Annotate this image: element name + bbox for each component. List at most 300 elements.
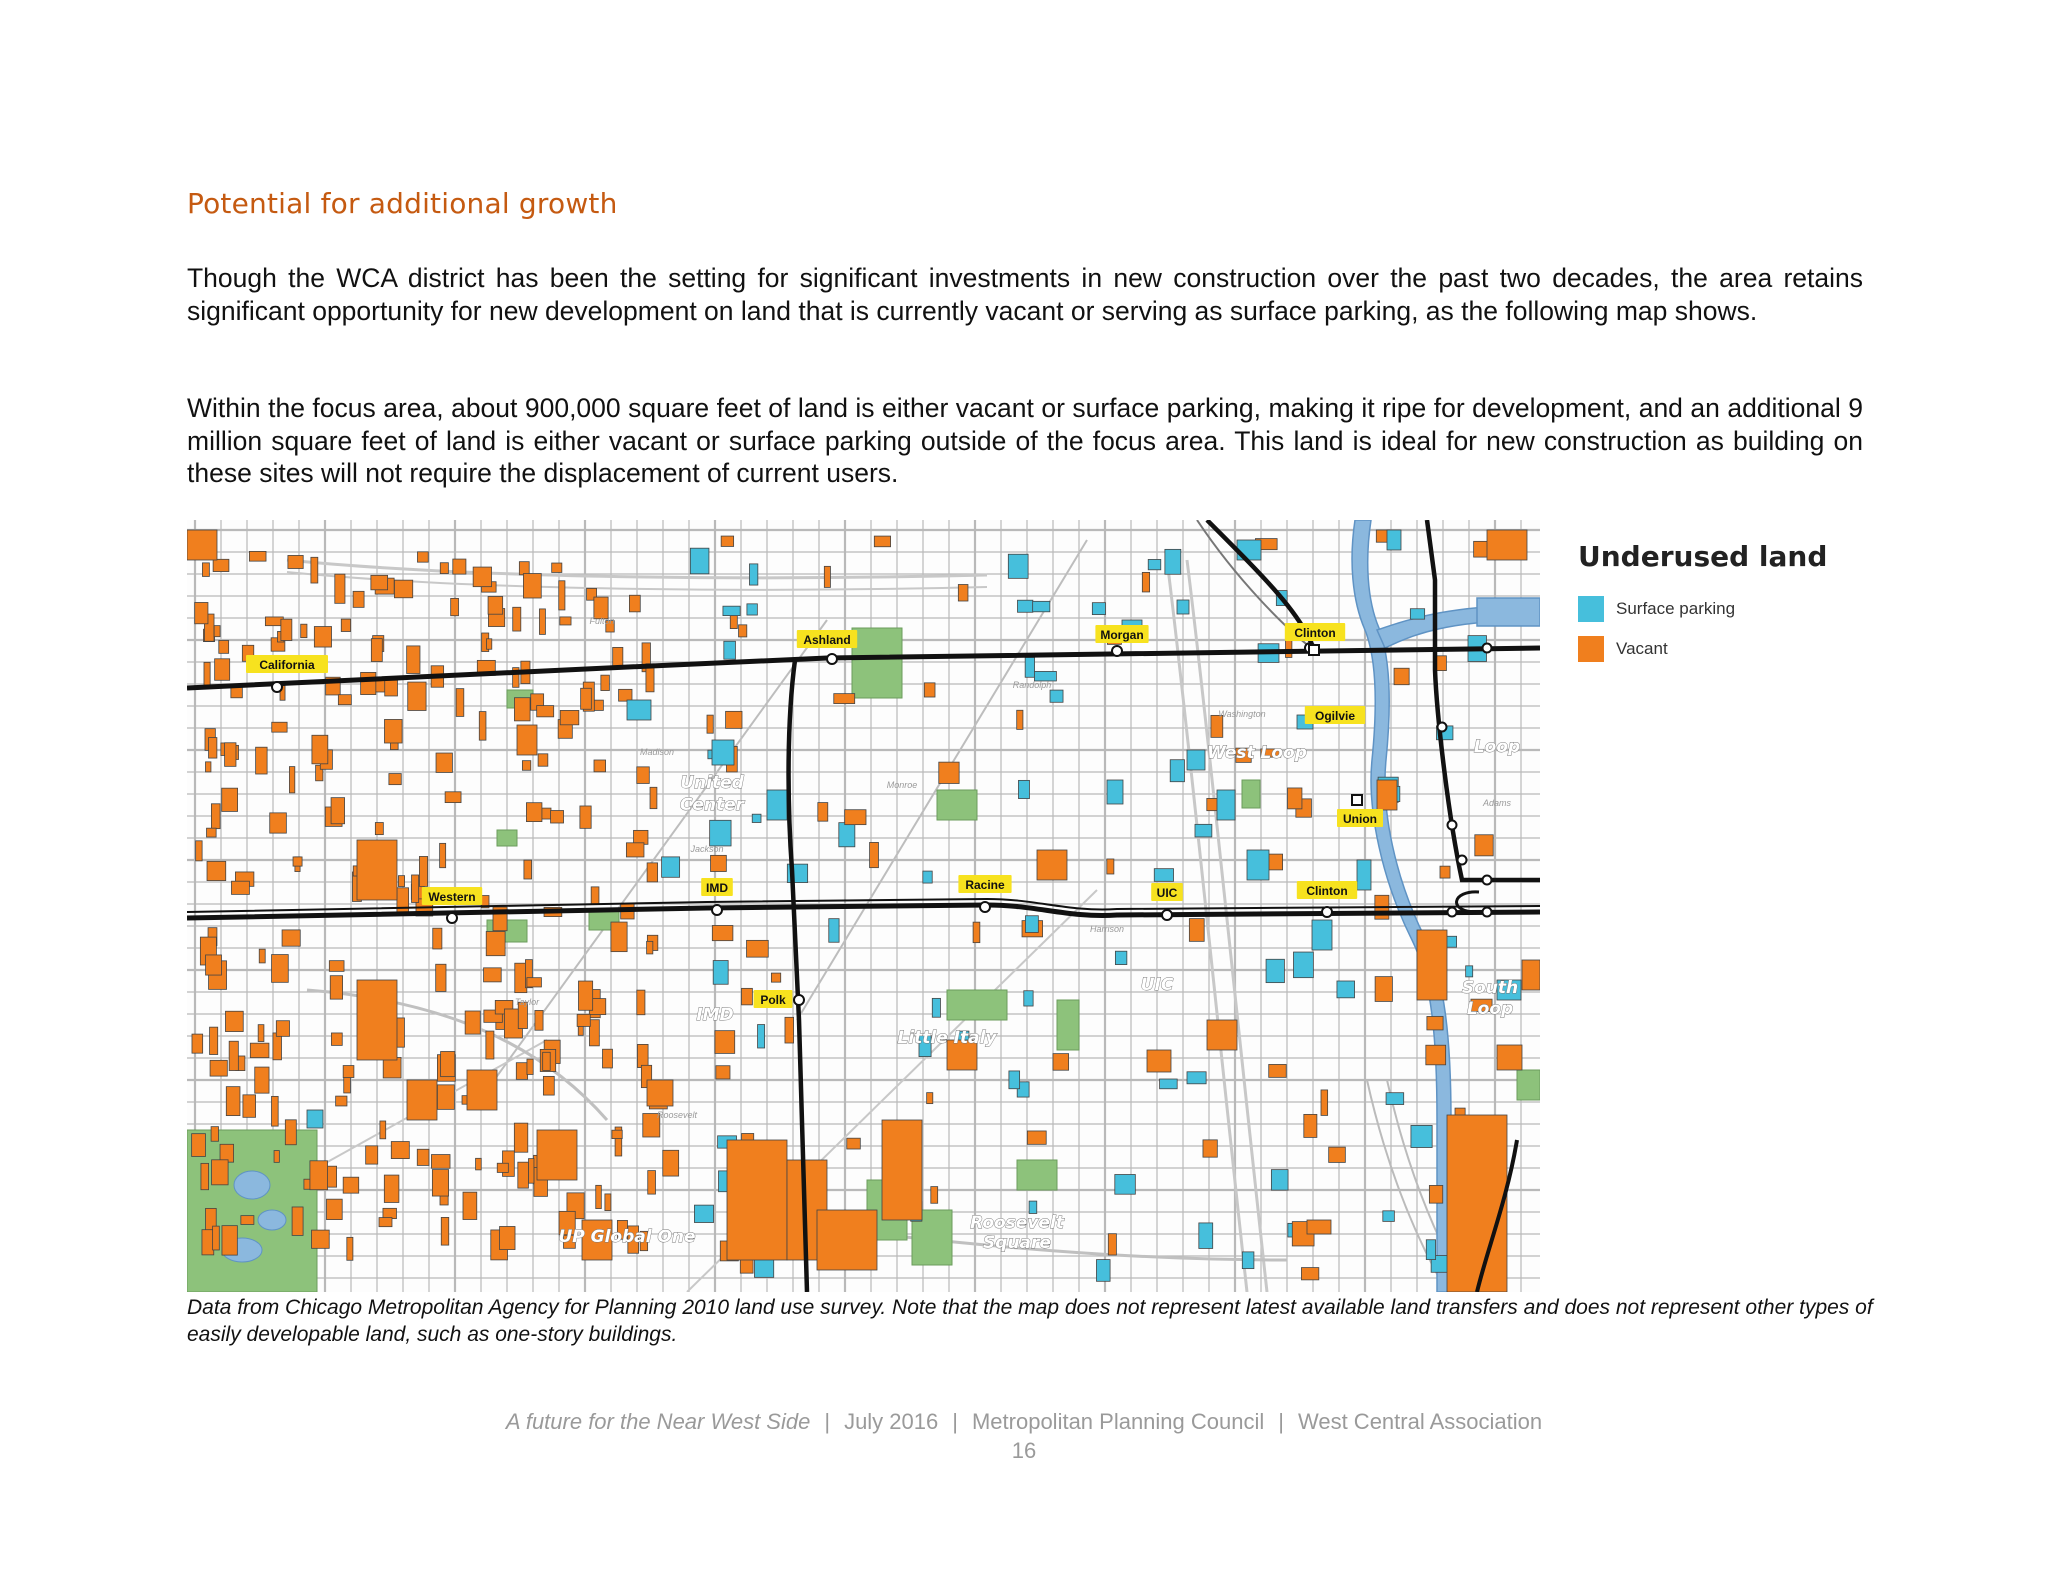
vacant-parcel [1050,690,1063,702]
vacant-parcel [433,928,442,949]
vacant-parcel [270,813,287,833]
vacant-parcel [834,694,855,704]
vacant-parcel [650,787,657,808]
vacant-parcel [357,980,397,1060]
vacant-parcel [192,1034,203,1053]
vacant-parcel [514,698,530,721]
vacant-parcel [1092,603,1105,615]
vacant-parcel [1096,1260,1110,1282]
legend-label: Surface parking [1616,599,1736,618]
vacant-parcel [527,978,542,987]
parking-parcel [1187,750,1205,770]
vacant-parcel [603,1049,613,1068]
parking-parcel [707,715,713,733]
vacant-parcel [1207,1020,1237,1050]
vacant-parcel [187,530,217,560]
vacant-parcel [341,619,350,631]
section-heading: Potential for additional growth [187,187,618,220]
parking-parcel [924,683,935,697]
vacant-parcel [445,792,461,803]
station-label: UIC [1156,886,1178,900]
vacant-parcel [537,1130,577,1180]
vacant-parcel [486,1031,494,1059]
park-area [1242,780,1260,808]
vacant-parcel [647,1080,673,1106]
surface-parking-swatch [1578,596,1604,622]
vacant-parcel [539,609,545,634]
parking-parcel [1429,1185,1442,1203]
parking-parcel [1247,850,1269,880]
area-label: South [1461,978,1519,998]
vacant-parcel [432,1170,448,1196]
parking-parcel [712,925,733,940]
map-caption: Data from Chicago Metropolitan Agency for Planning 2010 land use survey. Note that the map does not represent latest available land transfers and does not represent other types of easily developable land, such as one-story buildings. [187,1296,1873,1346]
vacant-parcel [209,738,217,759]
vacant-parcel [312,735,328,764]
parking-parcel [1025,657,1034,677]
vacant-parcel [1375,977,1392,1002]
area-label: UP Global One [558,1227,696,1247]
station-marker-polk [794,995,804,1005]
vacant-parcel [528,1159,533,1184]
vacant-parcel [215,659,230,680]
vacant-parcel [384,719,402,743]
vacant-parcel [723,606,740,615]
vacant-parcel [417,552,428,562]
parking-parcel [1475,835,1493,856]
area-label: Loop [1473,737,1521,757]
vacant-parcel [407,646,420,674]
vacant-parcel [626,843,644,857]
vacant-parcel [559,581,565,610]
vacant-parcel [255,1067,269,1093]
vacant-parcel [580,806,591,828]
vacant-parcel [727,1140,787,1260]
vacant-parcel [276,1021,289,1037]
parking-parcel [1301,1268,1318,1280]
area-label: United [680,773,744,793]
parking-parcel [1312,920,1332,950]
vacant-parcel [1447,1115,1507,1292]
parking-parcel [1107,859,1114,874]
vacant-parcel [441,1217,448,1245]
footer-separator: | [1278,1409,1284,1434]
parking-parcel [1189,919,1204,942]
vacant-parcel [231,881,249,894]
parking-parcel [1427,1016,1443,1029]
station-marker-racine [980,902,990,912]
body-paragraph-2: Within the focus area, about 900,000 square feet of land is either vacant or surface parking, making it ripe for development, and an additional 9 million square feet of land is either vacant or surface parking outside of the focus area. This land is ideal for new construction as building on these sites will not require the displacement of current users. [187,393,1863,488]
vacant-parcel [927,1093,933,1104]
street-label: Harrison [1089,924,1125,934]
vacant-parcel [487,639,492,649]
station-marker-ashland [827,654,837,664]
parking-parcel [1195,824,1212,837]
parking-parcel [1170,760,1184,782]
vacant-parcel [437,1085,454,1110]
vacant-parcel [1497,1045,1522,1070]
vacant-parcel [524,860,532,879]
vacant-parcel [407,1080,437,1120]
parking-parcel [939,762,959,783]
vacant-parcel [361,672,376,694]
vacant-parcel [1288,788,1302,809]
vacant-parcel [500,1226,515,1249]
parking-parcel [785,1017,794,1043]
vacant-parcel [314,627,331,648]
vacant-parcel [537,706,554,717]
legend-title: Underused land [1578,540,1828,573]
vacant-parcel [1142,572,1149,592]
vacant-parcel [213,1226,220,1250]
vacant-parcel [1008,554,1028,578]
vacant-parcel [577,1014,590,1026]
parking-parcel [870,842,879,867]
vacant-parcel [412,875,419,903]
street-label: Monroe [886,780,918,790]
vacant-parcel [343,1177,359,1193]
vacant-parcel [331,1033,342,1045]
vacant-parcel [214,626,220,637]
vacant-parcel [484,968,502,982]
vacant-parcel [514,1123,527,1152]
vacant-parcel [225,1011,243,1031]
area-label: Loop [1466,999,1514,1019]
station-marker-california [272,682,282,692]
vacant-parcel [456,689,464,717]
vacant-parcel [331,798,345,824]
vacant-parcel [380,1121,386,1139]
pond [234,1171,270,1199]
vacant-parcel [211,1127,218,1142]
vacant-parcel [285,1120,296,1145]
parking-parcel [711,855,727,871]
parking-parcel [1024,991,1033,1006]
vacant-parcel [526,803,541,822]
vacant-parcel [479,712,486,741]
vacant-parcel [431,1155,450,1169]
vacant-parcel [272,955,289,983]
vacant-parcel [1037,850,1067,880]
station-label: California [259,658,315,672]
vacant-parcel [259,949,265,963]
vacant-parcel [371,639,382,662]
vacant-parcel [847,1138,861,1149]
vacant-parcel [353,591,364,607]
parking-parcel [747,940,769,957]
parking-parcel [1017,710,1023,729]
vacant-parcel [196,841,202,861]
vacant-parcel [1329,1147,1346,1162]
legend-item-surface-parking [1578,589,1838,629]
vacant-parcel [713,961,728,985]
vacant-parcel [202,563,209,577]
station-marker [1448,908,1457,917]
vacant-parcel [219,640,229,653]
vacant-parcel [523,574,541,598]
parking-parcel [1411,1125,1432,1147]
vacant-parcel [591,887,599,905]
vacant-parcel [211,804,220,829]
underused-land-map [187,520,1540,1292]
vacant-parcel [289,767,294,793]
vacant-parcel [335,574,345,603]
vacant-parcel [749,564,757,585]
parking-parcel [932,998,940,1017]
vacant-parcel [192,1134,206,1157]
parking-parcel [1217,790,1235,820]
vacant-parcel [213,559,229,571]
parking-parcel [724,641,736,659]
vacant-parcel [282,930,300,946]
vacant-parcel [747,604,757,615]
footer-separator: | [952,1409,958,1434]
vacant-parcel [210,1027,218,1054]
vacant-parcel [771,973,780,982]
vacant-parcel [613,647,623,666]
vacant-parcel [274,1151,279,1163]
vacant-parcel [1522,960,1540,990]
vacant-parcel [637,1044,648,1067]
vacant-parcel [195,602,208,623]
vacant-parcel [612,1130,622,1138]
parking-parcel [1108,1234,1116,1255]
vacant-parcel [522,761,530,771]
parking-parcel [1410,609,1424,619]
parking-parcel [845,810,866,825]
vacant-parcel [497,1163,508,1172]
vacant-parcel [560,710,579,724]
area-label: IMD [696,1005,734,1025]
station-marker [1483,876,1492,885]
vacant-parcel [710,820,731,846]
station-label: Polk [760,993,786,1007]
vacant-parcel [310,1161,328,1190]
vacant-parcel [330,976,342,999]
vacant-parcel [637,990,645,1015]
vacant-parcel [1160,1079,1178,1089]
parking-parcel [1321,1090,1328,1115]
street-label: Adams [1482,798,1512,808]
parking-parcel [1387,530,1401,550]
parking-parcel [1304,1114,1317,1137]
vacant-parcel [398,876,404,887]
vacant-parcel [441,1051,455,1076]
vacant-parcel [486,931,505,955]
vacant-parcel [417,1149,429,1165]
area-label: West Loop [1207,743,1307,763]
parking-parcel [1107,780,1123,804]
station-label: IMD [706,881,728,895]
vacant-parcel [394,580,412,598]
vacant-parcel [519,562,529,575]
legend-item-vacant [1578,629,1838,669]
parking-parcel [1357,860,1371,890]
station-marker-ogilvie [1309,645,1319,655]
vacant-parcel [611,922,627,952]
vacant-parcel [389,774,401,785]
station-label: Clinton [1294,626,1336,640]
vacant-parcel [923,871,932,883]
vacant-parcel [366,1146,378,1164]
vacant-parcel [581,688,592,709]
vacant-parcel [535,1010,543,1030]
station-marker [1448,821,1457,830]
vacant-parcel [292,1207,303,1235]
vacant-parcel [538,754,548,766]
vacant-parcel [463,1192,477,1219]
vacant-parcel [201,1163,209,1189]
park-area [1057,1000,1079,1050]
map-canvas [187,520,1540,1292]
street-label: Jackson [690,844,724,854]
vacant-parcel [385,680,398,696]
legend-label: Vacant [1616,639,1668,658]
vacant-parcel [336,1096,347,1106]
park-area [1517,1070,1540,1100]
parking-parcel [829,919,839,943]
vacant-parcel [1440,866,1450,878]
parking-parcel [973,922,980,943]
vacant-parcel [552,563,562,572]
vacant-parcel [311,557,318,583]
vacant-parcel [882,1120,922,1220]
vacant-parcel [436,964,446,991]
vacant-parcel [647,941,653,954]
vacant-parcel [1027,1131,1046,1144]
vacant-parcel [1147,1050,1171,1072]
vacant-parcel [384,1175,399,1202]
page-number: 16 [1011,1438,1037,1463]
vacant-parcel [379,1218,392,1227]
vacant-parcel [752,814,761,822]
vacant-parcel [327,1199,343,1219]
station-marker-clinton [1322,907,1332,917]
vacant-parcel [293,857,302,866]
vacant-parcel [202,1230,214,1255]
station-marker [1458,856,1467,865]
vacant-parcel [1417,930,1447,1000]
vacant-parcel [272,722,287,732]
vacant-parcel [465,1011,480,1034]
station-label: Ogilvie [1314,709,1356,723]
station-marker [1483,908,1492,917]
park-area [937,790,977,820]
vacant-parcel [467,1070,497,1110]
vacant-parcel [716,1066,730,1079]
vacant-parcel [273,1033,282,1060]
page-footer [0,1409,2048,1435]
parking-parcel [1266,959,1284,982]
footer-separator: | [824,1409,831,1434]
vacant-parcel [225,743,236,767]
vacant-parcel [241,1216,254,1225]
vacant-parcel [551,811,564,823]
station-marker-uic [1162,910,1172,920]
station-marker [1438,723,1447,732]
vacant-parcel [375,823,383,835]
parking-parcel [758,1025,765,1048]
vacant-parcel [741,988,752,1005]
vacant-parcel [207,828,217,837]
vacant-parcel [329,961,344,972]
vacant-parcel [272,1096,279,1126]
vacant-parcel [258,1025,264,1042]
vacant-parcel [1165,549,1181,574]
vacant-parcel [256,747,267,774]
vacant-parcel [357,840,397,900]
vacant-parcel [931,1187,938,1204]
park-area [852,628,902,698]
parking-parcel [1394,668,1409,684]
vacant-parcel [1017,600,1032,612]
vacant-parcel [634,830,648,844]
vacant-parcel [515,963,527,992]
vacant-parcel [440,563,448,574]
footer-org-1: Metropolitan Planning Council [971,1409,1265,1434]
street-label: Randolph [1012,680,1052,690]
vacant-parcel [229,1041,238,1070]
vacant-parcel [226,1087,240,1116]
vacant-parcel [408,682,426,710]
vacant-parcel [1487,530,1527,560]
parking-parcel [1466,966,1473,977]
area-label: Roosevelt [970,1213,1064,1233]
vacant-parcel [721,536,733,546]
vacant-parcel [281,619,292,640]
station-marker-imd [712,905,722,915]
vacant-parcel [1242,1252,1254,1269]
vacant-parcel [578,981,592,1010]
vacant-parcel [739,625,747,637]
vacant-parcel [311,1230,329,1248]
vacant-parcel [210,1060,227,1076]
parking-parcel [1293,952,1313,978]
area-label: Little Italy [897,1028,997,1048]
vacant-parcel [436,753,452,772]
park-area [1017,1160,1057,1190]
parking-parcel [1383,1211,1395,1222]
parking-parcel [1115,951,1126,964]
street-label: Roosevelt [656,1110,698,1120]
vacant-parcel [1009,1071,1020,1089]
parking-parcel [767,790,787,820]
body-paragraph-1: Though the WCA district has been the setting for significant investments in new construction over the past two decades, the area retains significant opportunity for new development on land that is currently vacant or serving as surface parking, as the following map shows. [187,263,1863,326]
vacant-parcel [383,1208,397,1218]
vacant-parcel [647,863,658,882]
vacant-parcel [629,595,640,612]
vacant-parcel [589,1020,599,1046]
parking-parcel [307,1110,323,1128]
vacant-parcel [560,617,571,625]
parking-parcel [663,1150,679,1176]
footer-org-2: West Central Association [1297,1409,1543,1434]
vacant-parcel [212,1160,229,1185]
vacant-parcel [476,1158,482,1170]
vacant-parcel [874,536,890,547]
vacant-parcel [513,607,521,631]
vacant-parcel [730,614,737,629]
park-area [497,830,517,846]
vacant-parcel [516,1063,527,1080]
street-label: Taylor [514,997,540,1007]
vacant-parcel [543,1076,554,1095]
map-legend [1578,540,1838,670]
station-label: Clinton [1306,884,1348,898]
vacant-parcel [288,555,303,568]
station-marker [1483,644,1492,653]
parking-parcel [1426,1240,1435,1260]
